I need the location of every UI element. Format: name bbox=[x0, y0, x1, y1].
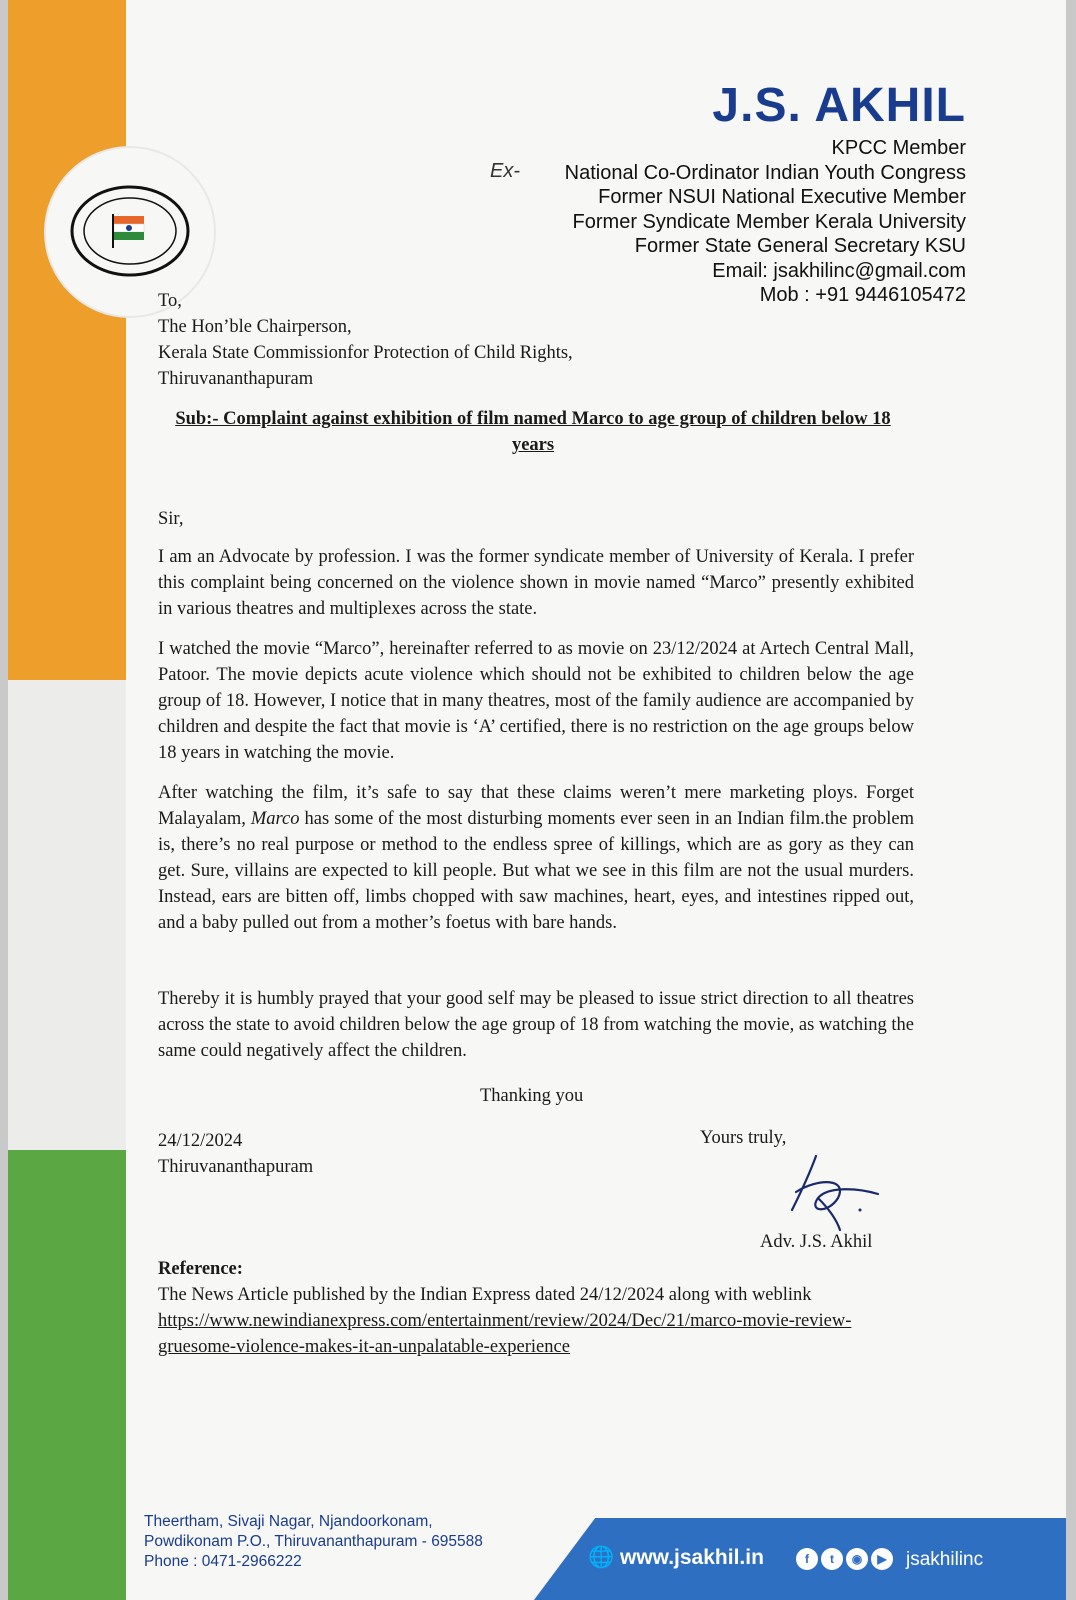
designation-line: KPCC Member bbox=[831, 137, 966, 159]
social-handle: jsakhilinc bbox=[906, 1549, 984, 1570]
salutation: Sir, bbox=[158, 509, 184, 529]
youtube-icon[interactable]: ▶ bbox=[871, 1548, 893, 1570]
letter-page bbox=[8, 0, 1066, 1600]
instagram-icon[interactable]: ◉ bbox=[846, 1548, 868, 1570]
letterhead-designations bbox=[565, 136, 966, 308]
website-text: www.jsakhil.in bbox=[619, 1546, 764, 1569]
designation-line: Former NSUI National Executive Member bbox=[598, 186, 966, 208]
social-icons bbox=[796, 1548, 893, 1570]
congress-logo-icon bbox=[66, 178, 194, 284]
reference-heading: Reference: bbox=[158, 1259, 243, 1279]
date-place-block bbox=[158, 1128, 313, 1180]
letter-place: Thiruvananthapuram bbox=[158, 1157, 314, 1177]
ex-mark: Ex- bbox=[490, 160, 520, 182]
thanking-line: Thanking you bbox=[480, 1086, 584, 1106]
footer-website[interactable]: 🌐 www.jsakhil.in bbox=[588, 1546, 764, 1569]
designation-line: Former Syndicate Member Kerala University bbox=[572, 210, 966, 233]
reference-text: The News Article published by the Indian Express dated 24/12/2024 along with weblink bbox=[158, 1285, 812, 1305]
footer-address bbox=[144, 1512, 483, 1572]
designation-line: Former State General Secretary KSU bbox=[634, 235, 966, 257]
white-stripe bbox=[8, 680, 126, 1150]
email-line: Email: jsakhilinc@gmail.com bbox=[712, 259, 966, 282]
addressee-line: The Hon’ble Chairperson, bbox=[158, 317, 352, 337]
letter-date: 24/12/2024 bbox=[158, 1131, 243, 1151]
designation-line: National Co-Ordinator Indian Youth Congress bbox=[564, 161, 966, 184]
paragraph: I am an Advocate by profession. I was the former syndicate member of University of Kerala. I prefer this complaint being concerned on the violence shown in movie named “Marco” presently exhibited in various theatres and multiplexes across the state. bbox=[158, 547, 914, 619]
footer-address-line: Theertham, Sivaji Nagar, Njandoorkonam, bbox=[144, 1513, 433, 1530]
paragraph: Thereby it is humbly prayed that your good self may be pleased to issue strict direction to all theatres across the state to avoid children below the age group of 18 from watching the movie, as watching the same could negatively affect the children. bbox=[158, 989, 914, 1061]
addressee-block bbox=[158, 288, 914, 392]
mobile-line: Mob : +91 9446105472 bbox=[759, 284, 966, 306]
saffron-stripe bbox=[8, 0, 126, 680]
letterhead-name: J.S. AKHIL bbox=[712, 79, 966, 132]
reference-link[interactable]: https://www.newindianexpress.com/entertainment/review/2024/Dec/21/marco-movie-review-gruesome-violence-makes-it-an-unpalatable-experience bbox=[158, 1311, 852, 1357]
signature-icon bbox=[788, 1148, 888, 1238]
footer-phone: Phone : 0471-2966222 bbox=[144, 1553, 302, 1570]
addressee-line: Thiruvananthapuram bbox=[158, 369, 314, 389]
reference-block bbox=[158, 1256, 918, 1360]
twitter-icon[interactable]: t bbox=[821, 1548, 843, 1570]
paragraph: After watching the film, it’s safe to say that these claims weren’t mere marketing ploys. Forget Malayalam, Marco has some of the most disturbing moments ever seen in an Indian film.the problem is, there’s no real purpose or method to the endless spree of killings, which are as gory as they can get. Sure, villains are expected to kill people. But what we see in this film are not the usual murders. Instead, ears are bitten off, limbs chopped with saw machines, heart, eyes, and intestines ripped out, and a baby pulled out from a mother’s foetus with bare hands. bbox=[158, 783, 914, 933]
signer-name: Adv. J.S. Akhil bbox=[760, 1232, 873, 1252]
green-stripe bbox=[8, 1150, 126, 1600]
to-label: To, bbox=[158, 291, 182, 311]
footer-address-line: Powdikonam P.O., Thiruvananthapuram - 695588 bbox=[144, 1533, 483, 1550]
facebook-icon[interactable]: f bbox=[796, 1548, 818, 1570]
addressee-line: Kerala State Commissionfor Protection of Child Rights, bbox=[158, 343, 573, 363]
paragraph: I watched the movie “Marco”, hereinafter referred to as movie on 23/12/2024 at Artech Central Mall, Patoor. The movie depicts acute violence which should not be exhibited to children below the age group of 18. However, I notice that in many theatres, most of the family audience are accompanied by children and despite the fact that movie is ‘A’ certified, there is no restriction on the age groups below 18 years in watching the movie. bbox=[158, 639, 914, 763]
subject-line: Sub:- Complaint against exhibition of film named Marco to age group of children below 18 years bbox=[175, 409, 891, 455]
closing: Yours truly, bbox=[700, 1128, 787, 1148]
